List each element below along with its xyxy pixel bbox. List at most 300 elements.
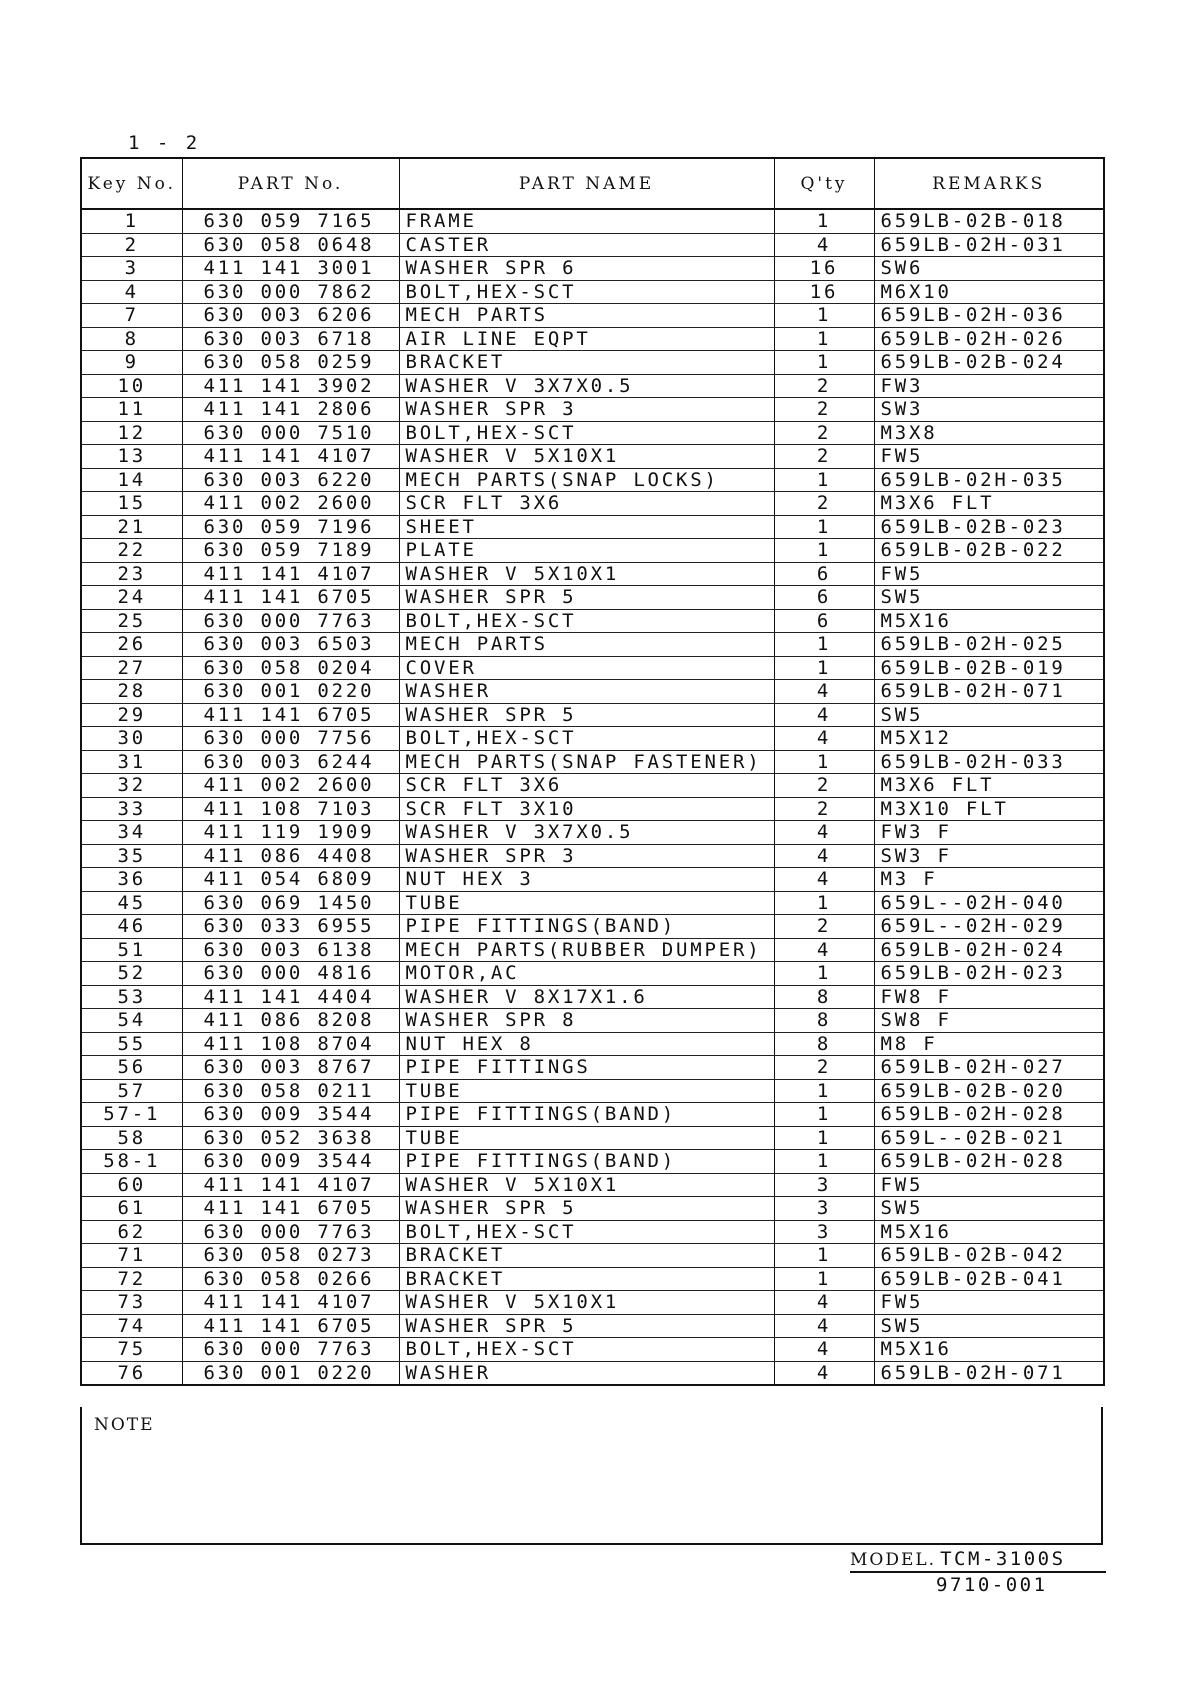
document-number: 9710-001 (936, 1574, 1048, 1596)
table-row (81, 1150, 1104, 1174)
header-remarks: REMARKS (874, 158, 1104, 209)
key-no-cell: 57 (81, 1079, 182, 1103)
key-no-cell: 71 (81, 1244, 182, 1268)
qty-cell: 6 (774, 586, 874, 610)
part-no-cell: 411 086 4408 (182, 844, 399, 868)
key-no-cell: 54 (81, 1009, 182, 1033)
part-no-cell: 630 003 8767 (182, 1056, 399, 1080)
table-row (81, 398, 1104, 422)
part-no-cell: 411 002 2600 (182, 492, 399, 516)
part-no-cell: 630 001 0220 (182, 680, 399, 704)
qty-cell: 2 (774, 445, 874, 469)
part-name-cell: WASHER SPR 8 (399, 1009, 774, 1033)
part-name-cell: PIPE FITTINGS(BAND) (399, 1150, 774, 1174)
remarks-cell: FW5 (874, 562, 1104, 586)
key-no-cell: 76 (81, 1361, 182, 1385)
table-row (81, 304, 1104, 328)
part-name-cell: BOLT,HEX-SCT (399, 727, 774, 751)
table-row (81, 797, 1104, 821)
part-no-cell: 411 141 4107 (182, 562, 399, 586)
key-no-cell: 2 (81, 233, 182, 257)
remarks-cell: 659LB-02H-027 (874, 1056, 1104, 1080)
qty-cell: 2 (774, 797, 874, 821)
qty-cell: 1 (774, 304, 874, 328)
part-name-cell: BOLT,HEX-SCT (399, 421, 774, 445)
part-name-cell: SHEET (399, 515, 774, 539)
part-name-cell: WASHER SPR 6 (399, 257, 774, 281)
remarks-cell: 659LB-02H-031 (874, 233, 1104, 257)
part-name-cell: TUBE (399, 1126, 774, 1150)
key-no-cell: 13 (81, 445, 182, 469)
part-name-cell: BOLT,HEX-SCT (399, 1338, 774, 1362)
part-name-cell: WASHER (399, 1361, 774, 1385)
remarks-cell: SW3 (874, 398, 1104, 422)
part-name-cell: NUT HEX 8 (399, 1032, 774, 1056)
qty-cell: 2 (774, 492, 874, 516)
part-name-cell: TUBE (399, 1079, 774, 1103)
qty-cell: 6 (774, 609, 874, 633)
key-no-cell: 10 (81, 374, 182, 398)
remarks-cell: M3X10 FLT (874, 797, 1104, 821)
remarks-cell: M5X16 (874, 609, 1104, 633)
note-label: NOTE (94, 1415, 155, 1435)
remarks-cell: 659LB-02H-028 (874, 1150, 1104, 1174)
qty-cell: 1 (774, 1267, 874, 1291)
key-no-cell: 24 (81, 586, 182, 610)
key-no-cell: 56 (81, 1056, 182, 1080)
part-name-cell: MECH PARTS(SNAP LOCKS) (399, 468, 774, 492)
key-no-cell: 73 (81, 1291, 182, 1315)
qty-cell: 6 (774, 562, 874, 586)
part-no-cell: 630 001 0220 (182, 1361, 399, 1385)
part-no-cell: 630 003 6718 (182, 327, 399, 351)
table-row (81, 1220, 1104, 1244)
model-label: MODEL. (850, 1550, 937, 1570)
header-part-name: PART NAME (399, 158, 774, 209)
key-no-cell: 52 (81, 962, 182, 986)
remarks-cell: M5X12 (874, 727, 1104, 751)
part-name-cell: FRAME (399, 209, 774, 233)
table-row (81, 280, 1104, 304)
part-name-cell: PIPE FITTINGS(BAND) (399, 915, 774, 939)
qty-cell: 1 (774, 1126, 874, 1150)
remarks-cell: 659LB-02B-024 (874, 351, 1104, 375)
table-row (81, 1361, 1104, 1385)
part-no-cell: 630 009 3544 (182, 1103, 399, 1127)
qty-cell: 2 (774, 915, 874, 939)
remarks-cell: 659LB-02H-024 (874, 938, 1104, 962)
qty-cell: 4 (774, 1338, 874, 1362)
key-no-cell: 4 (81, 280, 182, 304)
part-name-cell: MECH PARTS(SNAP FASTENER) (399, 750, 774, 774)
qty-cell: 4 (774, 1314, 874, 1338)
remarks-cell: M3X8 (874, 421, 1104, 445)
part-no-cell: 630 000 7763 (182, 1338, 399, 1362)
table-row (81, 1244, 1104, 1268)
key-no-cell: 1 (81, 209, 182, 233)
key-no-cell: 72 (81, 1267, 182, 1291)
table-row (81, 1173, 1104, 1197)
key-no-cell: 51 (81, 938, 182, 962)
part-name-cell: TUBE (399, 891, 774, 915)
part-no-cell: 411 086 8208 (182, 1009, 399, 1033)
part-name-cell: WASHER V 5X10X1 (399, 1173, 774, 1197)
part-no-cell: 411 141 4107 (182, 1173, 399, 1197)
qty-cell: 4 (774, 233, 874, 257)
part-name-cell: MECH PARTS (399, 633, 774, 657)
part-name-cell: BOLT,HEX-SCT (399, 1220, 774, 1244)
part-name-cell: WASHER V 3X7X0.5 (399, 821, 774, 845)
key-no-cell: 26 (81, 633, 182, 657)
part-no-cell: 411 141 4404 (182, 985, 399, 1009)
qty-cell: 1 (774, 1244, 874, 1268)
key-no-cell: 14 (81, 468, 182, 492)
table-row (81, 327, 1104, 351)
remarks-cell: 659LB-02B-023 (874, 515, 1104, 539)
qty-cell: 4 (774, 1291, 874, 1315)
qty-cell: 1 (774, 633, 874, 657)
part-name-cell: WASHER (399, 680, 774, 704)
header-part-no: PART No. (182, 158, 399, 209)
remarks-cell: SW3 F (874, 844, 1104, 868)
qty-cell: 2 (774, 398, 874, 422)
qty-cell: 1 (774, 327, 874, 351)
key-no-cell: 58 (81, 1126, 182, 1150)
part-no-cell: 630 000 7510 (182, 421, 399, 445)
part-name-cell: MOTOR,AC (399, 962, 774, 986)
key-no-cell: 33 (81, 797, 182, 821)
key-no-cell: 15 (81, 492, 182, 516)
table-row (81, 209, 1104, 233)
remarks-cell: 659LB-02B-018 (874, 209, 1104, 233)
part-no-cell: 411 141 6705 (182, 1314, 399, 1338)
part-no-cell: 630 003 6220 (182, 468, 399, 492)
remarks-cell: SW8 F (874, 1009, 1104, 1033)
table-row (81, 1056, 1104, 1080)
table-row (81, 938, 1104, 962)
qty-cell: 1 (774, 351, 874, 375)
qty-cell: 1 (774, 750, 874, 774)
qty-cell: 1 (774, 891, 874, 915)
part-name-cell: PIPE FITTINGS (399, 1056, 774, 1080)
part-no-cell: 630 003 6206 (182, 304, 399, 328)
key-no-cell: 74 (81, 1314, 182, 1338)
part-name-cell: MECH PARTS(RUBBER DUMPER) (399, 938, 774, 962)
remarks-cell: M8 F (874, 1032, 1104, 1056)
table-row (81, 468, 1104, 492)
part-name-cell: WASHER V 8X17X1.6 (399, 985, 774, 1009)
part-no-cell: 411 119 1909 (182, 821, 399, 845)
remarks-cell: M5X16 (874, 1338, 1104, 1362)
table-row (81, 1291, 1104, 1315)
qty-cell: 2 (774, 774, 874, 798)
part-no-cell: 411 108 8704 (182, 1032, 399, 1056)
table-row (81, 774, 1104, 798)
remarks-cell: FW3 F (874, 821, 1104, 845)
table-row (81, 257, 1104, 281)
part-no-cell: 630 009 3544 (182, 1150, 399, 1174)
table-row (81, 962, 1104, 986)
key-no-cell: 11 (81, 398, 182, 422)
part-no-cell: 411 141 6705 (182, 703, 399, 727)
part-name-cell: NUT HEX 3 (399, 868, 774, 892)
table-row (81, 1126, 1104, 1150)
table-row (81, 351, 1104, 375)
table-header-row (81, 158, 1104, 209)
table-row (81, 445, 1104, 469)
part-no-cell: 411 141 6705 (182, 1197, 399, 1221)
remarks-cell: 659L--02H-040 (874, 891, 1104, 915)
part-no-cell: 630 003 6138 (182, 938, 399, 962)
part-no-cell: 411 141 3001 (182, 257, 399, 281)
remarks-cell: M6X10 (874, 280, 1104, 304)
table-row (81, 915, 1104, 939)
qty-cell: 4 (774, 938, 874, 962)
table-row (81, 1338, 1104, 1362)
part-no-cell: 630 052 3638 (182, 1126, 399, 1150)
part-no-cell: 630 059 7189 (182, 539, 399, 563)
qty-cell: 3 (774, 1197, 874, 1221)
part-name-cell: WASHER V 5X10X1 (399, 562, 774, 586)
part-no-cell: 411 141 2806 (182, 398, 399, 422)
part-name-cell: WASHER V 3X7X0.5 (399, 374, 774, 398)
table-row (81, 727, 1104, 751)
key-no-cell: 30 (81, 727, 182, 751)
remarks-cell: SW5 (874, 1314, 1104, 1338)
key-no-cell: 32 (81, 774, 182, 798)
part-no-cell: 630 000 7763 (182, 609, 399, 633)
part-no-cell: 411 002 2600 (182, 774, 399, 798)
part-no-cell: 411 141 4107 (182, 445, 399, 469)
qty-cell: 4 (774, 1361, 874, 1385)
table-row (81, 492, 1104, 516)
part-name-cell: SCR FLT 3X6 (399, 492, 774, 516)
qty-cell: 8 (774, 985, 874, 1009)
key-no-cell: 53 (81, 985, 182, 1009)
part-name-cell: BRACKET (399, 1244, 774, 1268)
part-name-cell: BRACKET (399, 1267, 774, 1291)
qty-cell: 1 (774, 962, 874, 986)
part-name-cell: SCR FLT 3X10 (399, 797, 774, 821)
qty-cell: 4 (774, 703, 874, 727)
parts-list-table (80, 157, 1105, 1386)
table-row (81, 515, 1104, 539)
qty-cell: 1 (774, 468, 874, 492)
qty-cell: 2 (774, 374, 874, 398)
qty-cell: 16 (774, 280, 874, 304)
remarks-cell: FW3 (874, 374, 1104, 398)
qty-cell: 3 (774, 1173, 874, 1197)
remarks-cell: M3X6 FLT (874, 492, 1104, 516)
remarks-cell: 659LB-02H-023 (874, 962, 1104, 986)
remarks-cell: SW5 (874, 586, 1104, 610)
key-no-cell: 61 (81, 1197, 182, 1221)
part-no-cell: 630 058 0266 (182, 1267, 399, 1291)
remarks-cell: 659LB-02H-026 (874, 327, 1104, 351)
part-no-cell: 630 059 7165 (182, 209, 399, 233)
remarks-cell: 659L--02H-029 (874, 915, 1104, 939)
table-row (81, 891, 1104, 915)
key-no-cell: 3 (81, 257, 182, 281)
table-row (81, 703, 1104, 727)
table-row (81, 633, 1104, 657)
table-row (81, 985, 1104, 1009)
remarks-cell: 659LB-02H-071 (874, 1361, 1104, 1385)
part-no-cell: 411 054 6809 (182, 868, 399, 892)
note-box (80, 1407, 1103, 1545)
part-name-cell: COVER (399, 656, 774, 680)
table-row (81, 1009, 1104, 1033)
key-no-cell: 29 (81, 703, 182, 727)
part-name-cell: WASHER SPR 5 (399, 1197, 774, 1221)
table-row (81, 539, 1104, 563)
key-no-cell: 31 (81, 750, 182, 774)
remarks-cell: FW5 (874, 445, 1104, 469)
part-name-cell: BRACKET (399, 351, 774, 375)
qty-cell: 4 (774, 844, 874, 868)
part-name-cell: WASHER SPR 5 (399, 1314, 774, 1338)
part-no-cell: 630 000 7763 (182, 1220, 399, 1244)
model-line (850, 1548, 1106, 1573)
remarks-cell: M3X6 FLT (874, 774, 1104, 798)
header-qty: Q'ty (774, 158, 874, 209)
key-no-cell: 46 (81, 915, 182, 939)
part-no-cell: 411 141 6705 (182, 586, 399, 610)
qty-cell: 4 (774, 680, 874, 704)
remarks-cell: FW8 F (874, 985, 1104, 1009)
table-row (81, 1314, 1104, 1338)
key-no-cell: 58-1 (81, 1150, 182, 1174)
table-row (81, 586, 1104, 610)
remarks-cell: SW5 (874, 703, 1104, 727)
table-row (81, 1079, 1104, 1103)
remarks-cell: 659LB-02B-042 (874, 1244, 1104, 1268)
part-no-cell: 411 141 3902 (182, 374, 399, 398)
part-no-cell: 630 058 0204 (182, 656, 399, 680)
part-no-cell: 630 000 7756 (182, 727, 399, 751)
part-name-cell: WASHER SPR 5 (399, 586, 774, 610)
remarks-cell: 659LB-02B-041 (874, 1267, 1104, 1291)
remarks-cell: 659L--02B-021 (874, 1126, 1104, 1150)
qty-cell: 1 (774, 1079, 874, 1103)
part-name-cell: WASHER V 5X10X1 (399, 445, 774, 469)
part-name-cell: WASHER SPR 3 (399, 398, 774, 422)
part-name-cell: PIPE FITTINGS(BAND) (399, 1103, 774, 1127)
remarks-cell: 659LB-02B-019 (874, 656, 1104, 680)
key-no-cell: 45 (81, 891, 182, 915)
key-no-cell: 75 (81, 1338, 182, 1362)
qty-cell: 1 (774, 656, 874, 680)
qty-cell: 4 (774, 821, 874, 845)
qty-cell: 2 (774, 1056, 874, 1080)
table-row (81, 656, 1104, 680)
part-no-cell: 630 069 1450 (182, 891, 399, 915)
qty-cell: 8 (774, 1032, 874, 1056)
part-no-cell: 630 058 0211 (182, 1079, 399, 1103)
page-number: 1 - 2 (128, 132, 201, 154)
remarks-cell: 659LB-02H-025 (874, 633, 1104, 657)
key-no-cell: 22 (81, 539, 182, 563)
qty-cell: 2 (774, 421, 874, 445)
remarks-cell: 659LB-02H-036 (874, 304, 1104, 328)
key-no-cell: 21 (81, 515, 182, 539)
qty-cell: 8 (774, 1009, 874, 1033)
part-name-cell: SCR FLT 3X6 (399, 774, 774, 798)
key-no-cell: 23 (81, 562, 182, 586)
qty-cell: 1 (774, 539, 874, 563)
part-name-cell: MECH PARTS (399, 304, 774, 328)
remarks-cell: FW5 (874, 1291, 1104, 1315)
part-no-cell: 630 000 4816 (182, 962, 399, 986)
part-no-cell: 630 058 0259 (182, 351, 399, 375)
table-row (81, 1267, 1104, 1291)
key-no-cell: 35 (81, 844, 182, 868)
key-no-cell: 57-1 (81, 1103, 182, 1127)
part-name-cell: BOLT,HEX-SCT (399, 280, 774, 304)
part-no-cell: 630 058 0273 (182, 1244, 399, 1268)
part-no-cell: 630 000 7862 (182, 280, 399, 304)
qty-cell: 4 (774, 727, 874, 751)
key-no-cell: 9 (81, 351, 182, 375)
remarks-cell: M3 F (874, 868, 1104, 892)
key-no-cell: 55 (81, 1032, 182, 1056)
table-row (81, 844, 1104, 868)
qty-cell: 1 (774, 209, 874, 233)
table-row (81, 680, 1104, 704)
table-row (81, 421, 1104, 445)
key-no-cell: 36 (81, 868, 182, 892)
table-row (81, 1197, 1104, 1221)
key-no-cell: 34 (81, 821, 182, 845)
part-name-cell: WASHER SPR 3 (399, 844, 774, 868)
remarks-cell: 659LB-02H-071 (874, 680, 1104, 704)
qty-cell: 1 (774, 1150, 874, 1174)
table-row (81, 374, 1104, 398)
part-no-cell: 411 108 7103 (182, 797, 399, 821)
table-row (81, 821, 1104, 845)
remarks-cell: SW5 (874, 1197, 1104, 1221)
part-name-cell: CASTER (399, 233, 774, 257)
table-row (81, 233, 1104, 257)
part-no-cell: 630 003 6244 (182, 750, 399, 774)
key-no-cell: 60 (81, 1173, 182, 1197)
part-name-cell: WASHER V 5X10X1 (399, 1291, 774, 1315)
part-name-cell: WASHER SPR 5 (399, 703, 774, 727)
table-row (81, 868, 1104, 892)
remarks-cell: FW5 (874, 1173, 1104, 1197)
remarks-cell: 659LB-02H-033 (874, 750, 1104, 774)
table-row (81, 750, 1104, 774)
model-value: TCM-3100S (940, 1548, 1066, 1570)
key-no-cell: 12 (81, 421, 182, 445)
part-no-cell: 630 033 6955 (182, 915, 399, 939)
remarks-cell: 659LB-02H-028 (874, 1103, 1104, 1127)
key-no-cell: 27 (81, 656, 182, 680)
remarks-cell: SW6 (874, 257, 1104, 281)
part-name-cell: PLATE (399, 539, 774, 563)
remarks-cell: 659LB-02H-035 (874, 468, 1104, 492)
remarks-cell: M5X16 (874, 1220, 1104, 1244)
table-row (81, 1103, 1104, 1127)
part-no-cell: 630 059 7196 (182, 515, 399, 539)
key-no-cell: 28 (81, 680, 182, 704)
part-name-cell: BOLT,HEX-SCT (399, 609, 774, 633)
key-no-cell: 7 (81, 304, 182, 328)
part-no-cell: 630 058 0648 (182, 233, 399, 257)
part-no-cell: 630 003 6503 (182, 633, 399, 657)
key-no-cell: 8 (81, 327, 182, 351)
table-row (81, 562, 1104, 586)
